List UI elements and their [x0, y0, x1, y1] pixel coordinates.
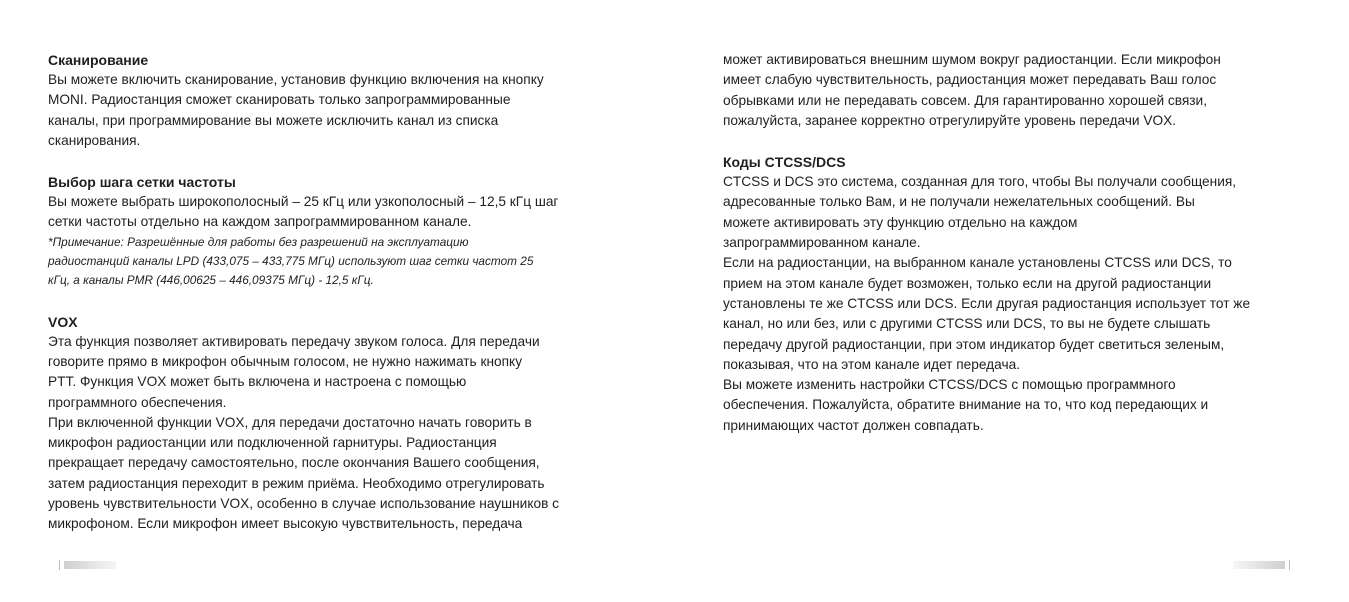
vox-line: программного обеспечения.	[48, 394, 227, 410]
right-page	[723, 50, 1323, 457]
scanning-line: сканирования.	[48, 132, 141, 148]
ctcss-line: Если на радиостанции, на выбранном канале установлены CTCSS или DCS, то	[723, 255, 1232, 271]
vox-line: прекращает передачу самостоятельно, после окончания Вашего сообщения,	[48, 455, 540, 471]
ctcss-line: канал, но или без, или с другими CTCSS или DCS, то вы не будете слышать	[723, 316, 1211, 332]
right-page-footer-bar	[1233, 561, 1285, 569]
heading-vox: VOX	[48, 313, 78, 330]
vox-line: уровень чувствительности VOX, особенно в случае использование наушников с	[48, 496, 559, 512]
heading-frequency-step: Выбор шага сетки частоты	[48, 174, 236, 191]
section-vox	[48, 312, 638, 535]
scanning-line: Вы можете включить сканирование, установив функцию включения на кнопку	[48, 72, 544, 87]
ctcss-line: установлены те же CTCSS или DCS. Если другая радиостанция использует тот же	[723, 295, 1251, 311]
vox-line: микрофоном. Если микрофон имеет высокую чувствительность, передача	[48, 516, 523, 532]
vox-line: говорите прямо в микрофон обычным голосом, не нужно нажимать кнопку	[48, 353, 523, 369]
ctcss-line: Вы можете изменить настройки CTCSS/DCS с помощью программного	[723, 377, 1176, 393]
section-vox-continued	[723, 50, 1323, 131]
vox-line: Эта функция позволяет активировать передачу звуком голоса. Для передачи	[48, 333, 540, 349]
right-page-footer-tick	[1289, 560, 1290, 570]
vox-line: затем радиостанция переходит в режим приёма. Необходимо отрегулировать	[48, 475, 545, 491]
vox-continued-line: обрывками или не передавать совсем. Для гарантированно хорошей связи,	[723, 92, 1207, 108]
ctcss-line: запрограммированном канале.	[723, 235, 921, 251]
vox-line: При включенной функции VOX, для передачи достаточно начать говорить в	[48, 414, 532, 430]
ctcss-line: принимающих частот должен совпадать.	[723, 417, 984, 433]
vox-line: микрофон радиостанции или подключенной гарнитуры. Радиостанция	[48, 435, 497, 451]
vox-continued-line: пожалуйста, заранее корректно отрегулируйте уровень передачи VOX.	[723, 112, 1177, 128]
left-page-footer-tick	[59, 560, 60, 570]
scanning-line: каналы, при программирование вы можете исключить канал из списка	[48, 112, 499, 128]
ctcss-line: передачу другой радиостанции, при этом индикатор будет светиться зеленым,	[723, 336, 1225, 352]
ctcss-line: показывая, что на этом канале идет передача.	[723, 356, 1021, 372]
vox-continued-line: имеет слабую чувствительность, радиостанция может передавать Ваш голос	[723, 72, 1217, 88]
section-frequency-step	[48, 172, 638, 290]
scanning-line: MONI. Радиостанция сможет сканировать только запрограммированные	[48, 92, 511, 108]
ctcss-line: можете активировать эту функцию отдельно на каждом	[723, 214, 1078, 230]
left-page-footer-bar	[64, 561, 116, 569]
frequency-step-note-line: кГц, а каналы PMR (446,00625 – 446,09375 МГц) - 12,5 кГц.	[48, 273, 374, 288]
ctcss-line: CTCSS и DCS это система, созданная для того, чтобы Вы получали сообщения,	[723, 174, 1237, 190]
frequency-step-note-line: радиостанций каналы LPD (433,075 – 433,775 МГц) используют шаг сетки частот 25	[48, 254, 534, 269]
heading-scanning: Сканирование	[48, 52, 149, 68]
frequency-step-line: сетки частоты отдельно на каждом запрограммированном канале.	[48, 214, 472, 230]
ctcss-line: обеспечения. Пожалуйста, обратите внимание на то, что код передающих и	[723, 397, 1209, 413]
frequency-step-note-line: *Примечание: Разрешённые для работы без разрешений на эксплуатацию	[48, 234, 469, 249]
heading-ctcss-dcs: Коды CTCSS/DCS	[723, 154, 846, 171]
ctcss-line: прием на этом канале будет возможен, только если на другой радиостанции	[723, 275, 1212, 291]
section-ctcss-dcs	[723, 152, 1323, 436]
vox-line: PTT. Функция VOX может быть включена и настроена с помощью	[48, 374, 467, 390]
frequency-step-line: Вы можете выбрать широкополосный – 25 кГц или узкополосный – 12,5 кГц шаг	[48, 194, 559, 210]
vox-continued-line: может активироваться внешним шумом вокруг радиостанции. Если микрофон	[723, 52, 1221, 67]
section-scanning	[48, 50, 638, 151]
left-page	[48, 50, 638, 556]
ctcss-line: адресованные только Вам, и не получали нежелательных сообщений. Вы	[723, 194, 1195, 210]
